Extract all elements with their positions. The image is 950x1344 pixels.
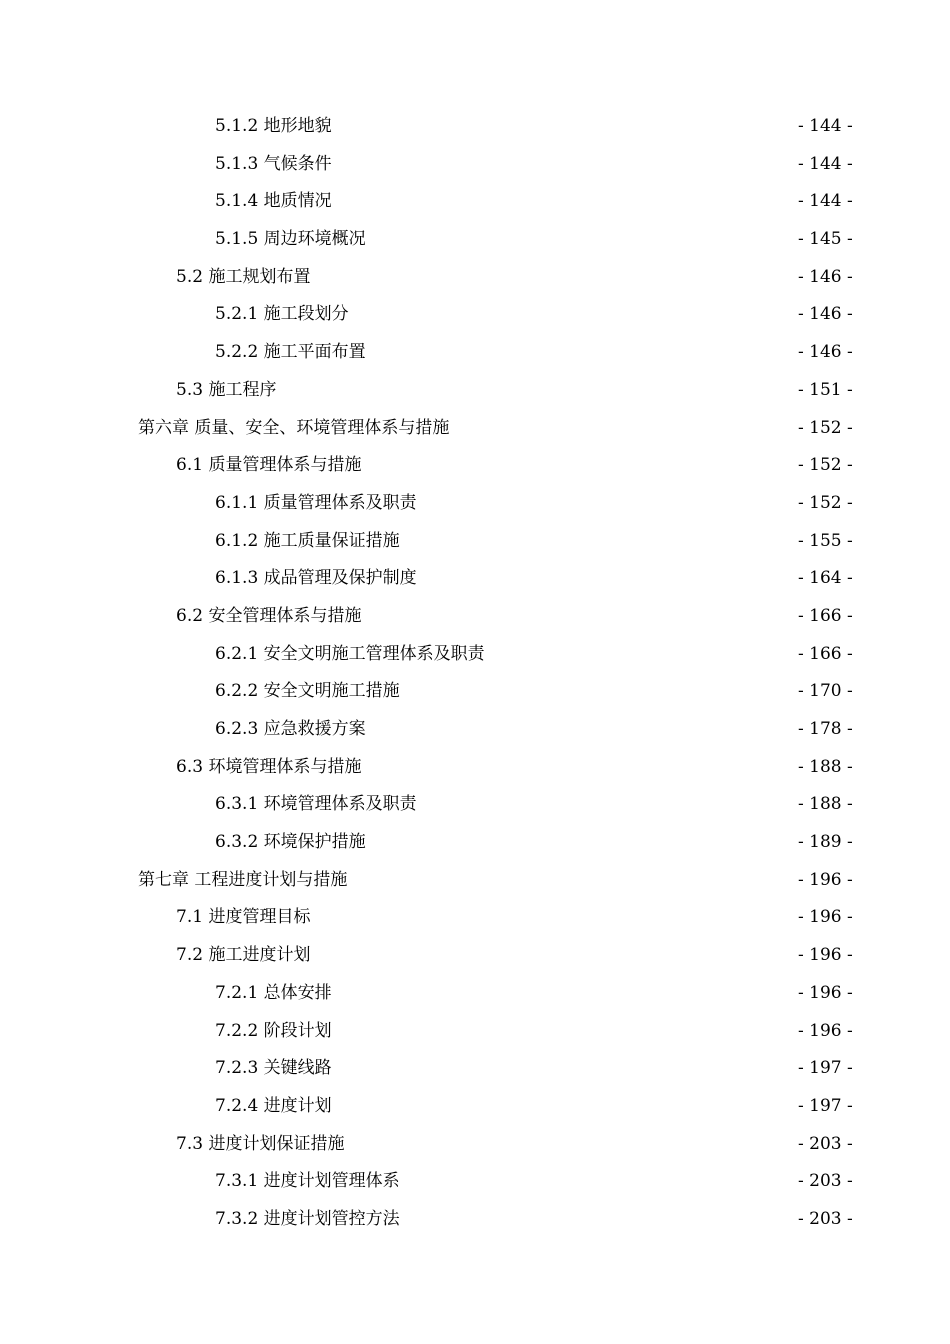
- toc-entry[interactable]: [0, 1126, 950, 1164]
- toc-entry[interactable]: [0, 485, 950, 523]
- toc-entry[interactable]: [0, 410, 950, 448]
- toc-dot-leader: [401, 530, 797, 547]
- toc-entry-page-number: - 152 -: [798, 455, 853, 476]
- toc-entry-page-number: - 146 -: [798, 304, 853, 325]
- toc-entry[interactable]: [0, 598, 950, 636]
- toc-entry-page-number: - 188 -: [798, 756, 853, 777]
- toc-entry[interactable]: [0, 862, 950, 900]
- toc-entry-title: 第七章 工程进度计划与措施: [138, 869, 348, 890]
- toc-dot-leader: [333, 1057, 797, 1074]
- toc-dot-leader: [401, 680, 797, 697]
- toc-entry[interactable]: [0, 749, 950, 787]
- toc-dot-leader: [333, 1020, 797, 1037]
- toc-entry[interactable]: [0, 824, 950, 862]
- toc-entry-page-number: - 145 -: [798, 229, 853, 250]
- toc-entry-title: 5.2 施工规划布置: [176, 266, 311, 287]
- toc-dot-leader: [418, 793, 797, 810]
- toc-entry-page-number: - 196 -: [798, 869, 853, 890]
- toc-dot-leader: [450, 417, 797, 434]
- toc-dot-leader: [401, 1170, 797, 1187]
- toc-entry[interactable]: [0, 183, 950, 221]
- toc-dot-leader: [367, 831, 797, 848]
- toc-dot-leader: [418, 567, 797, 584]
- toc-entry[interactable]: [0, 1088, 950, 1126]
- toc-entry-title: 7.1 进度管理目标: [176, 907, 311, 928]
- toc-dot-leader: [418, 492, 797, 509]
- toc-entry[interactable]: [0, 259, 950, 297]
- toc-entry-page-number: - 155 -: [798, 530, 853, 551]
- toc-dot-leader: [311, 944, 797, 961]
- toc-entry-page-number: - 146 -: [798, 266, 853, 287]
- toc-entry[interactable]: [0, 975, 950, 1013]
- toc-dot-leader: [333, 1095, 797, 1112]
- toc-dot-leader: [345, 1133, 797, 1150]
- toc-entry[interactable]: [0, 1201, 950, 1239]
- toc-dot-leader: [350, 303, 797, 320]
- toc-dot-leader: [367, 341, 797, 358]
- toc-entry-title: 6.2.2 安全文明施工措施: [215, 681, 400, 702]
- toc-entry-page-number: - 151 -: [798, 379, 853, 400]
- toc-entry-page-number: - 170 -: [798, 681, 853, 702]
- toc-entry-title: 5.2.1 施工段划分: [215, 304, 349, 325]
- toc-entry[interactable]: [0, 523, 950, 561]
- toc-entry-title: 5.1.3 气候条件: [215, 153, 332, 174]
- toc-entry-page-number: - 203 -: [798, 1171, 853, 1192]
- toc-entry[interactable]: [0, 937, 950, 975]
- toc-entry[interactable]: [0, 786, 950, 824]
- toc-entry-title: 5.3 施工程序: [176, 379, 277, 400]
- toc-entry-title: 6.2 安全管理体系与措施: [176, 605, 362, 626]
- toc-entry[interactable]: [0, 1163, 950, 1201]
- toc-entry-page-number: - 178 -: [798, 719, 853, 739]
- toc-dot-leader: [311, 266, 797, 283]
- toc-entry[interactable]: [0, 1013, 950, 1051]
- toc-entry-title: 第六章 质量、安全、环境管理体系与措施: [138, 417, 450, 438]
- toc-entry-page-number: - 203 -: [798, 1133, 853, 1154]
- toc-dot-leader: [333, 982, 797, 999]
- toc-entry-page-number: - 152 -: [798, 417, 853, 438]
- toc-entry-title: 6.2.3 应急救援方案: [215, 719, 366, 739]
- toc-dot-leader: [333, 153, 797, 170]
- toc-entry[interactable]: [0, 711, 950, 749]
- toc-entry-title: 6.2.1 安全文明施工管理体系及职责: [215, 643, 485, 664]
- toc-entry[interactable]: [0, 673, 950, 711]
- toc-entry-title: 5.1.5 周边环境概况: [215, 229, 366, 250]
- toc-entry-title: 6.3.2 环境保护措施: [215, 832, 366, 853]
- toc-entry-page-number: - 164 -: [798, 568, 853, 589]
- toc-entry[interactable]: [0, 447, 950, 485]
- toc-entry-page-number: - 197 -: [798, 1095, 853, 1116]
- toc-entry-page-number: - 144 -: [798, 116, 853, 136]
- toc-dot-leader: [362, 756, 797, 773]
- toc-entry[interactable]: [0, 296, 950, 334]
- toc-entry-page-number: - 196 -: [798, 1020, 853, 1041]
- toc-entry-title: 5.1.4 地质情况: [215, 191, 332, 212]
- toc-entry-title: 6.3.1 环境管理体系及职责: [215, 794, 417, 815]
- toc-dot-leader: [311, 906, 797, 923]
- toc-entry-page-number: - 197 -: [798, 1058, 853, 1079]
- toc-entry-title: 6.1 质量管理体系与措施: [176, 455, 362, 476]
- toc-entry-page-number: - 196 -: [798, 945, 853, 966]
- toc-dot-leader: [362, 454, 797, 471]
- toc-entry-page-number: - 203 -: [798, 1208, 853, 1229]
- toc-entry[interactable]: [0, 560, 950, 598]
- toc-entry-title: 7.2.3 关键线路: [215, 1058, 332, 1079]
- toc-entry[interactable]: [0, 108, 950, 146]
- toc-entry-title: 5.1.2 地形地貌: [215, 116, 332, 136]
- toc-dot-leader: [401, 1208, 797, 1225]
- toc-dot-leader: [277, 379, 797, 396]
- toc-entry[interactable]: [0, 146, 950, 184]
- toc-entry[interactable]: [0, 636, 950, 674]
- toc-entry-title: 6.1.1 质量管理体系及职责: [215, 492, 417, 513]
- toc-dot-leader: [362, 605, 797, 622]
- toc-entry-title: 5.2.2 施工平面布置: [215, 342, 366, 363]
- toc-entry-page-number: - 196 -: [798, 982, 853, 1003]
- toc-entry-page-number: - 146 -: [798, 342, 853, 363]
- toc-dot-leader: [333, 190, 797, 207]
- toc-entry-title: 6.3 环境管理体系与措施: [176, 756, 362, 777]
- toc-entry-title: 7.2.1 总体安排: [215, 982, 332, 1003]
- toc-entry[interactable]: [0, 372, 950, 410]
- toc-entry-title: 7.2.4 进度计划: [215, 1095, 332, 1116]
- toc-entry-page-number: - 189 -: [798, 832, 853, 853]
- toc-dot-leader: [367, 228, 797, 245]
- toc-entry[interactable]: [0, 334, 950, 372]
- toc-entry-title: 6.1.3 成品管理及保护制度: [215, 568, 417, 589]
- toc-entry-title: 7.3 进度计划保证措施: [176, 1133, 345, 1154]
- toc-entry[interactable]: [0, 899, 950, 937]
- toc-entry-page-number: - 152 -: [798, 492, 853, 513]
- toc-entry-page-number: - 144 -: [798, 191, 853, 212]
- toc-entry-page-number: - 166 -: [798, 605, 853, 626]
- toc-entry-title: 7.3.1 进度计划管理体系: [215, 1171, 400, 1192]
- toc-dot-leader: [333, 115, 797, 132]
- toc-dot-leader: [486, 643, 797, 660]
- toc-entry-title: 7.3.2 进度计划管控方法: [215, 1208, 400, 1229]
- toc-entry-title: 6.1.2 施工质量保证措施: [215, 530, 400, 551]
- toc-dot-leader: [348, 869, 797, 886]
- toc-entry-title: 7.2.2 阶段计划: [215, 1020, 332, 1041]
- toc-entry-page-number: - 166 -: [798, 643, 853, 664]
- toc-dot-leader: [367, 718, 797, 735]
- toc-entry-page-number: - 144 -: [798, 153, 853, 174]
- table-of-contents: [0, 108, 950, 1239]
- toc-entry-page-number: - 196 -: [798, 907, 853, 928]
- toc-entry[interactable]: [0, 1050, 950, 1088]
- toc-entry[interactable]: [0, 221, 950, 259]
- toc-entry-title: 7.2 施工进度计划: [176, 945, 311, 966]
- toc-entry-page-number: - 188 -: [798, 794, 853, 815]
